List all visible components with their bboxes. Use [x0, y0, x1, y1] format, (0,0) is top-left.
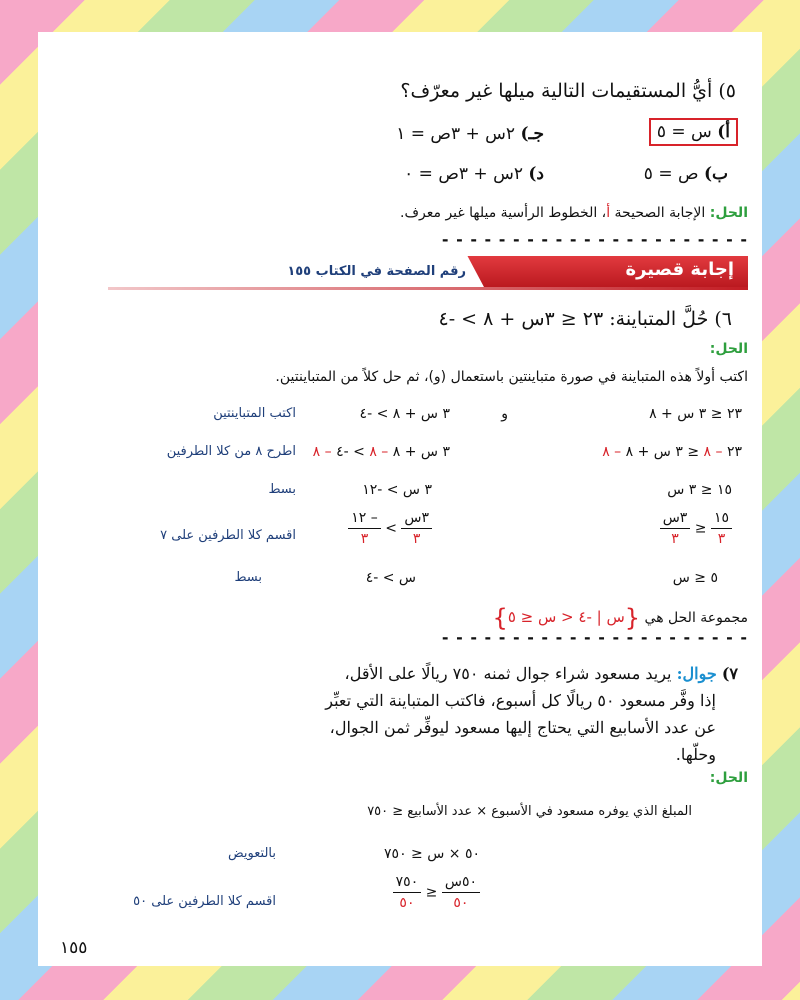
- worksheet-page: [38, 32, 762, 966]
- q6-r1-note: اكتب المتباينتين: [213, 406, 296, 421]
- set-open-brace: {: [624, 604, 641, 632]
- q6-r4-left-frac2: [660, 510, 691, 547]
- q6-r5-left: ٥ ≤ س: [672, 570, 718, 586]
- q6-r4-left-den2: ٣: [671, 531, 679, 547]
- q6-r4-right-op: >: [385, 520, 397, 537]
- q5-option-a-letter: أ): [717, 122, 730, 142]
- q7-div-frac2: [393, 874, 422, 911]
- q5-solution-label: الحل:: [709, 205, 748, 221]
- q6-r5-right: س > -٤: [365, 570, 416, 586]
- q6-r2-left-a: ٢٣: [722, 444, 742, 460]
- q5-option-c-text: ٢س + ٣ص = ١: [396, 124, 516, 144]
- q5-solution-rest: ، الخطوط الرأسية ميلها غير معرف.: [400, 205, 607, 221]
- q7-line-1: [345, 664, 738, 683]
- q6-r2-right-b: > -٤: [331, 444, 370, 460]
- q6-r3-note: بسط: [268, 482, 296, 497]
- q5-option-c: [396, 124, 544, 144]
- q7-div-op: ≤: [425, 884, 438, 901]
- q6-r2-note: اطرح ٨ من كلا الطرفين: [166, 444, 296, 459]
- q6-r4-left-den1: ٣: [717, 531, 726, 547]
- q5-solution: [400, 205, 748, 221]
- q7-div-expr: [393, 874, 480, 911]
- q6-r1-left: ٢٣ ≤ ٣ س + ٨: [649, 406, 742, 422]
- q5-option-c-letter: جـ): [520, 124, 544, 144]
- q6-r4-left-num1: ١٥: [711, 510, 732, 529]
- q5-question: ٥) أيُّ المستقيمات التالية ميلها غير معرّف؟: [400, 80, 736, 102]
- q7-solution-label: الحل:: [709, 770, 748, 786]
- q6-r4-right-den1: ٣: [412, 531, 421, 547]
- q7-number: ٧): [721, 664, 738, 683]
- q6-r4-left-num2: ٣س: [660, 510, 691, 529]
- q5-solution-letter: أ: [606, 205, 611, 221]
- q6-solution-label: الحل:: [709, 341, 748, 357]
- q5-option-d-letter: د): [528, 164, 544, 184]
- q6-r4-right-frac2: [348, 510, 381, 547]
- q6-question: ٦) حُلَّ المتباينة: ٢٣ ≤ ٣س + ٨ > -٤: [438, 308, 732, 330]
- q6-r4-right-num2: – ١٢: [348, 510, 381, 529]
- banner-page-ref: رقم الصفحة في الكتاب ١٥٥: [287, 264, 466, 279]
- q7-text-4: وحلّها.: [675, 745, 716, 764]
- q7-sub-note: بالتعويض: [228, 846, 276, 861]
- q5-option-b: [644, 164, 728, 184]
- q7-sub-expr: ٥٠ × س ≤ ٧٥٠: [384, 846, 480, 862]
- q5-option-a-text: س = ٥: [656, 122, 712, 142]
- q6-r3-right: ٣ س > -١٢: [362, 482, 432, 498]
- q5-option-d-text: ٢س + ٣ص = ٠: [404, 164, 523, 184]
- banner-underline: [108, 287, 748, 290]
- q6-r1-and: و: [501, 406, 508, 422]
- banner-title: إجابة قصيرة: [625, 259, 734, 280]
- q7-div-den2: ٥٠: [399, 895, 415, 911]
- q6-r2-right-a: ٣ س + ٨: [388, 444, 450, 460]
- q5-solution-text: الإجابة الصحيحة: [614, 205, 706, 221]
- q6-r1-right: ٣ س + ٨ > -٤: [359, 406, 450, 422]
- q5-option-b-letter: ب): [703, 164, 728, 184]
- q7-div-num1: ٥٠س: [442, 874, 480, 893]
- q7-div-frac1: [442, 874, 480, 911]
- q6-r2-right-red2: – ٨: [312, 444, 332, 460]
- q7-text-1: يريد مسعود شراء جوال ثمنه ٧٥٠ ريالًا على الأقل،: [344, 664, 672, 683]
- set-close-brace: }: [492, 604, 508, 632]
- q6-r4-left-frac1: [711, 510, 732, 547]
- q7-div-note: اقسم كلا الطرفين على ٥٠: [133, 894, 276, 909]
- divider-1: - - - - - - - - - - - - - - - - - - - - - -: [441, 230, 748, 249]
- q6-intro: اكتب أولاً هذه المتباينة في صورة متباينتين باستعمال (و)، ثم حل كلاً من المتباينتين.: [275, 369, 748, 385]
- q6-r4-left: [660, 510, 732, 547]
- q6-r2-left-red2: – ٨: [602, 444, 622, 460]
- q7-text-2: إذا وفَّر مسعود ٥٠ ريالًا كل أسبوع، فاكتب المتباينة التي تعبِّر: [325, 691, 716, 710]
- q6-r2-left: [602, 444, 742, 460]
- q6-r5-note: بسط: [234, 570, 262, 585]
- q6-r3-left: ١٥ ≤ ٣ س: [667, 482, 732, 498]
- q5-option-b-text: ص = ٥: [643, 164, 699, 184]
- page-number: ١٥٥: [60, 938, 88, 958]
- q7-div-num2: ٧٥٠: [393, 874, 422, 893]
- q7-equation: المبلغ الذي يوفره مسعود في الأسبوع × عدد الأسابيع ≤ ٧٥٠: [367, 804, 692, 819]
- q5-option-a: [649, 122, 738, 142]
- q6-r4-right-den2: ٣: [360, 531, 369, 547]
- q6-r4-right-num1: ٣س: [401, 510, 432, 529]
- q7-div-den1: ٥٠: [453, 895, 469, 911]
- q6-set-label: مجموعة الحل هي: [644, 610, 748, 626]
- q7-text-3: عن عدد الأسابيع التي يحتاج إليها مسعود ليوفِّر ثمن الجوال،: [329, 718, 716, 737]
- q6-r4-note: اقسم كلا الطرفين على ٧: [160, 528, 296, 543]
- q6-r4-left-op: ≤: [694, 520, 707, 537]
- q6-r2-left-b: ≤ ٣ س + ٨: [621, 444, 704, 460]
- q6-r2-right-red1: – ٨: [369, 444, 389, 460]
- q6-set-value: س | -٤ < س ≤ ٥: [507, 608, 625, 626]
- q6-r2-left-red1: – ٨: [703, 444, 723, 460]
- divider-2: - - - - - - - - - - - - - - - - - - - - - -: [441, 628, 748, 647]
- q7-keyword: جوال:: [676, 664, 717, 683]
- q6-r4-right: [348, 510, 432, 547]
- q5-option-d: [404, 164, 544, 184]
- q6-r2-right: [313, 444, 450, 460]
- short-answer-banner: [108, 256, 748, 288]
- q6-r4-right-frac1: [401, 510, 432, 547]
